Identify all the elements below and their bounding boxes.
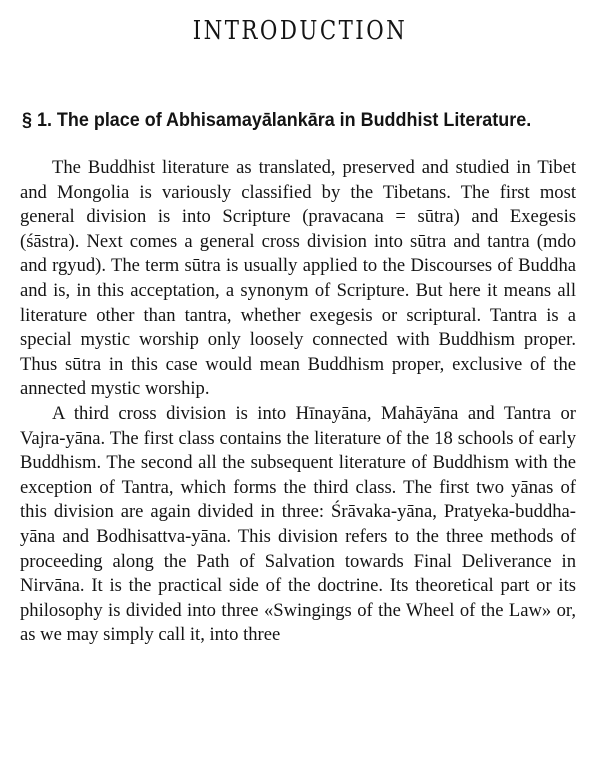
paragraph-classification: The Buddhist literature as translated, preserved and studied in Tibet and Mongolia is variously classified by the Tibetans. The first most general division is into Scripture (pravacana = sūtra) and Exegesis (śāstra). Next comes a general cross division into sūtra and tantra (mdo and rgyud). The term sūtra is usually applied to the Discourses of Buddha and is, in this acceptation, a synonym of Scripture. But here it means all literature other than tantra, whether exegesis or scriptural. Tantra is a special mystic worship only loosely connected with Buddhism proper. Thus sūtra in this case would mean Buddhism proper, exclusive of the annected mystic worship. (20, 157, 576, 400)
section-heading: § 1. The place of Abhisamayālankāra in Buddhist Literature. (22, 110, 532, 131)
chapter-title: INTRODUCTION (192, 16, 408, 46)
body-text (20, 156, 576, 648)
paragraph-yana-division: A third cross division is into Hīnayāna, Mahāyāna and Tantra or Vajra-yāna. The first class contains the literature of the 18 schools of early Buddhism. The second all the subsequent literature of Buddhism with the exception of Tantra, which forms the third class. The first two yānas of this division are again divided in three: Śrāvaka-yāna, Pratyeka-buddha-yāna and Bodhisattva-yāna. This division refers to the three methods of proceeding along the Path of Salvation towards Final Deliverance in Nirvāna. It is the practical side of the doctrine. Its theoretical part or its philosophy is divided into three «Swingings of the Wheel of the Law» or, as we may simply call it, into three (20, 402, 576, 646)
